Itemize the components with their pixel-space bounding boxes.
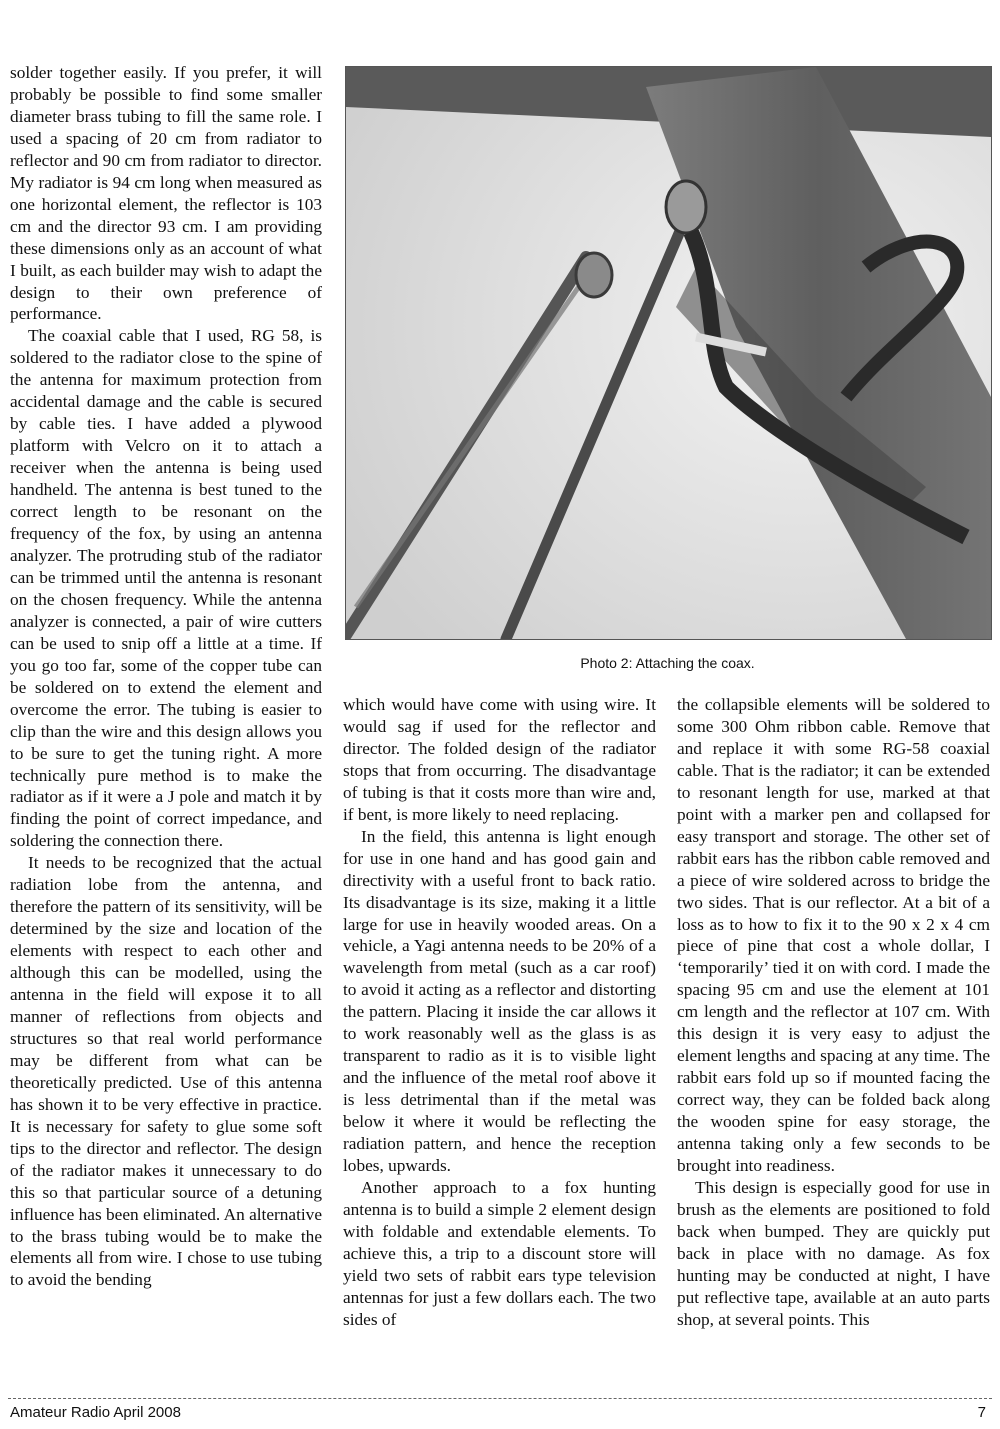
paragraph: In the field, this antenna is light enough for use in one hand and has good gain and directivity with a useful front to back ratio. Its disadvantage is its size, making it a little large for use in heavily wooded areas. On a vehicle, a Yagi antenna needs to be 20% of a wavelength from metal (such as a car roof) to avoid it acting as a reflector and distorting the pattern. Placing it inside the car allows it to work reasonably well as the glass is as transparent to radio as it is to visible light and the influence of the metal roof above it is less detrimental than if the metal was below it where it would be reflecting the radiation pattern, and hence the reception lobes, upwards. (343, 826, 656, 1176)
paragraph: solder together easily. If you prefer, it will probably be possible to find some smaller diameter brass tubing to fill the same role. I used a spacing of 20 cm from radiator to reflector and 90 cm from radiator to director. My radiator is 94 cm long when measured as one horizontal element, the reflector is 103 cm and the director 93 cm. I am providing these dimensions only as an account of what I built, as each builder may wish to adapt the design to their own preference of performance. (10, 63, 322, 324)
paragraph: which would have come with using wire. It would sag if used for the reflector and director. The folded design of the radiator stops that from occurring. The disadvantage of tubing is that it costs more than wire and, if bent, is more likely to need replacing. (343, 695, 656, 824)
article-column-2 (343, 694, 656, 1331)
antenna-photo (345, 66, 992, 640)
photo-caption: Photo 2: Attaching the coax. (580, 655, 755, 671)
page-number: 7 (977, 1404, 986, 1421)
footer-divider (8, 1398, 992, 1399)
solder-joint-right (666, 181, 706, 233)
paragraph: It needs to be recognized that the actual radiation lobe from the antenna, and therefore the pattern of its sensitivity, will be determined by the size and location of the elements with respect to each other and although this can be modelled, using the antenna in the field will expose it to all manner of reflections from objects and structures so that real world performance may be different from what can be theoretically predicted. Use of this antenna has shown it to be very effective in practice. It is necessary for safety to glue some soft tips to the director and reflector. The design of the radiator makes it unnecessary to do this so that particular source of a detuning influence has been eliminated. An alternative to the brass tubing would be to make the elements all from wire. I chose to use tubing to avoid the bending (10, 853, 322, 1290)
solder-joint-left (576, 253, 612, 297)
publication-name: Amateur Radio April 2008 (10, 1404, 181, 1421)
paragraph: This design is especially good for use in brush as the elements are positioned to fold back when bumped. They are quickly put back in place with no damage. As fox hunting may be conducted at night, I have put reflective tape, available at an auto parts shop, at several points. This (677, 1177, 990, 1329)
coax-attachment-illustration (346, 67, 991, 639)
article-column-1 (10, 62, 322, 1291)
article-column-3 (677, 694, 990, 1331)
paragraph: Another approach to a fox hunting antenna is to build a simple 2 element design with foldable and extendable elements. To achieve this, a trip to a discount store will yield two sets of rabbit ears type television antennas for just a few dollars each. The two sides of (343, 1177, 656, 1329)
paragraph: the collapsible elements will be soldered to some 300 Ohm ribbon cable. Remove that and replace it with some RG-58 coaxial cable. That is the radiator; it can be extended to resonant length for use, marked at that point with a marker pen and collapsed for easy transport and storage. The other set of rabbit ears has the ribbon cable removed and a piece of wire soldered across to bridge the two sides. That is our reflector. At a bit of a loss as to how to fix it to the 90 x 2 x 4 cm piece of pine that cost a whole dollar, I ‘temporarily’ tied it on with cord. I made the spacing 95 cm and use the element at 101 cm length and the reflector at 107 cm. With this design it is very easy to adjust the element lengths and spacing at any time. The rabbit ears fold up so if mounted facing the correct way, they can be folded back along the wooden spine for easy storage, the antenna taking only a few seconds to be brought into readiness. (677, 695, 990, 1176)
paragraph: The coaxial cable that I used, RG 58, is soldered to the radiator close to the spine of the antenna for maximum protection from accidental damage and the cable is secured by cable ties. I have added a plywood platform with Velcro on it to attach a receiver when the antenna is being used handheld. The antenna is best tuned to the correct length to be resonant on the frequency of the fox, by using an antenna analyzer. The protruding stub of the radiator can be trimmed until the antenna is resonant on the chosen frequency. While the antenna analyzer is connected, a pair of wire cutters can be used to snip off a little at a time. If you go too far, some of the copper tube can be soldered on to extend the element and overcome the error. The tubing is easier to clip than the wire and this design allows you to be sure to get the tuning right. A more technically pure method is to make the radiator as if it were a J pole and match it by finding the point of correct impedance, and soldering the connection there. (10, 326, 322, 851)
